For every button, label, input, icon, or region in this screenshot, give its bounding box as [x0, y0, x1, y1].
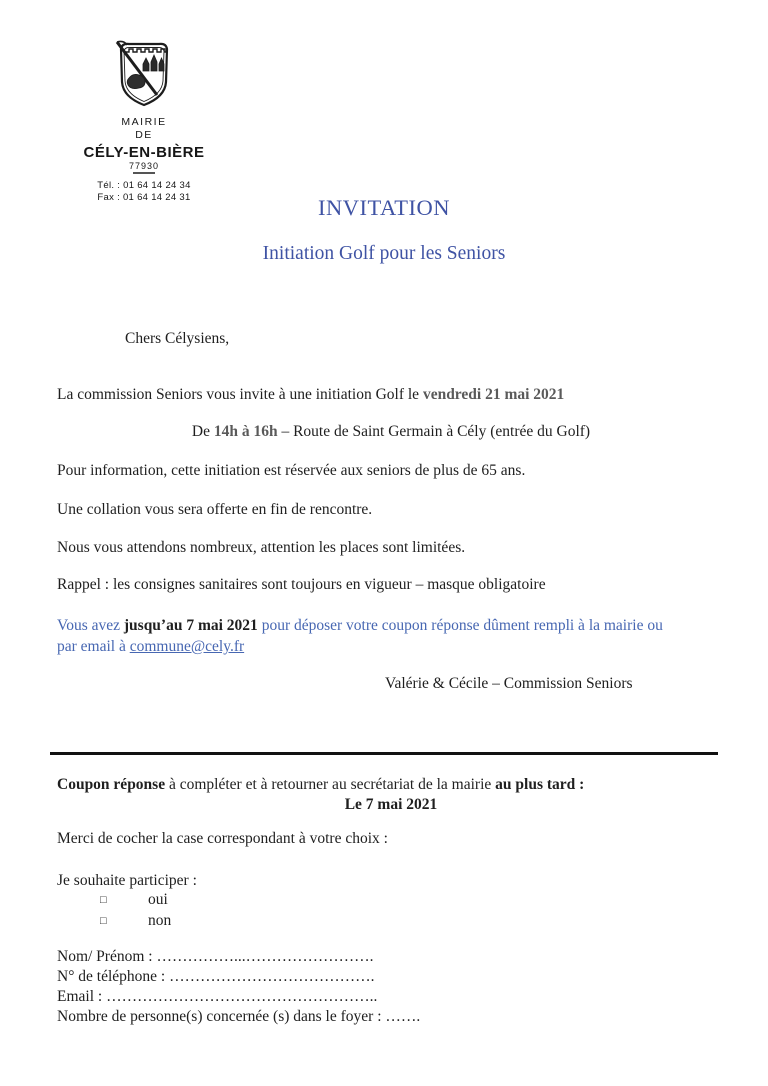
field-nom-prenom [57, 947, 747, 967]
field-dotted-line: …………………………………………….. [102, 988, 378, 1005]
paragraph-collation: Une collation vous sera offerte en fin de rencontre. [57, 501, 373, 518]
field-dotted-line: ……. [381, 1008, 421, 1025]
org-line1: MAIRIE [121, 116, 167, 128]
coupon-instruction-text: à compléter et à retourner au secrétariat de la mairie [165, 776, 496, 793]
checkbox-non[interactable]: □ [100, 915, 107, 927]
org-name: CÉLY-EN-BIÈRE [83, 144, 205, 161]
field-label: N° de téléphone : [57, 968, 166, 985]
place-text: – Route de Saint Germain à Cély (entrée du Golf) [277, 423, 591, 440]
option-label-oui: oui [148, 891, 168, 908]
field-nombre-personnes [57, 1007, 747, 1027]
deadline-middle: pour déposer votre coupon réponse dûment rempli à la mairie ou [257, 617, 663, 634]
coat-of-arms-icon [113, 40, 175, 110]
option-row-non [57, 910, 768, 932]
signature: Valérie & Cécile – Commission Seniors [385, 675, 633, 692]
deadline-date: jusqu’au 7 mai 2021 [123, 617, 258, 634]
paragraph-invite [57, 384, 725, 405]
coupon-deadline-date: Le 7 mai 2021 [344, 795, 438, 813]
org-fax: Fax : 01 64 14 24 31 [97, 192, 191, 203]
page-title: INVITATION [318, 195, 450, 220]
paragraph-deadline [57, 615, 725, 657]
option-row-oui [57, 889, 768, 911]
paragraph-places-limitees: Nous vous attendons nombreux, attention les places sont limitées. [57, 539, 466, 556]
deadline-line2: par email à [57, 638, 130, 655]
paragraph-time-place [57, 421, 725, 442]
deadline-prefix: Vous avez [57, 617, 124, 634]
coupon-header [57, 775, 725, 814]
invite-text: La commission Seniors vous invite à une initiation Golf le [57, 386, 423, 403]
email-link[interactable]: commune@cely.fr [129, 638, 245, 655]
salutation: Chers Célysiens, [125, 330, 230, 347]
field-label: Nombre de personne(s) concernée (s) dans le foyer : [57, 1008, 382, 1025]
paragraph-age-info: Pour information, cette initiation est réservée aux seniors de plus de 65 ans. [57, 462, 526, 479]
coupon-title: Coupon réponse [57, 776, 166, 793]
org-tel: Tél. : 01 64 14 24 34 [97, 180, 191, 191]
invite-date: vendredi 21 mai 2021 [422, 386, 565, 403]
divider-line [50, 752, 718, 755]
field-label: Nom/ Prénom : [57, 948, 153, 965]
checkbox-oui[interactable]: □ [100, 894, 107, 906]
field-dotted-line: ……………...……………………. [152, 948, 374, 965]
option-label-non: non [148, 912, 172, 929]
check-instruction: Merci de cocher la case correspondant à votre choix : [57, 830, 388, 847]
field-telephone [57, 967, 747, 987]
letterhead [56, 40, 232, 204]
field-dotted-line: …………………………………. [165, 968, 375, 985]
page-subtitle: Initiation Golf pour les Seniors [262, 243, 506, 264]
paragraph-rappel: Rappel : les consignes sanitaires sont toujours en vigueur – masque obligatoire [57, 576, 546, 593]
field-email [57, 987, 747, 1007]
org-line2: DE [135, 129, 153, 141]
time-prefix: De [191, 423, 214, 440]
coupon-au-plus-tard: au plus tard : [495, 776, 585, 793]
postal-code-rule [133, 172, 155, 174]
time-range: 14h à 16h [213, 423, 278, 440]
org-postal-code: 77930 [128, 161, 160, 171]
participate-label: Je souhaite participer : [57, 872, 197, 889]
field-label: Email : [57, 988, 103, 1005]
